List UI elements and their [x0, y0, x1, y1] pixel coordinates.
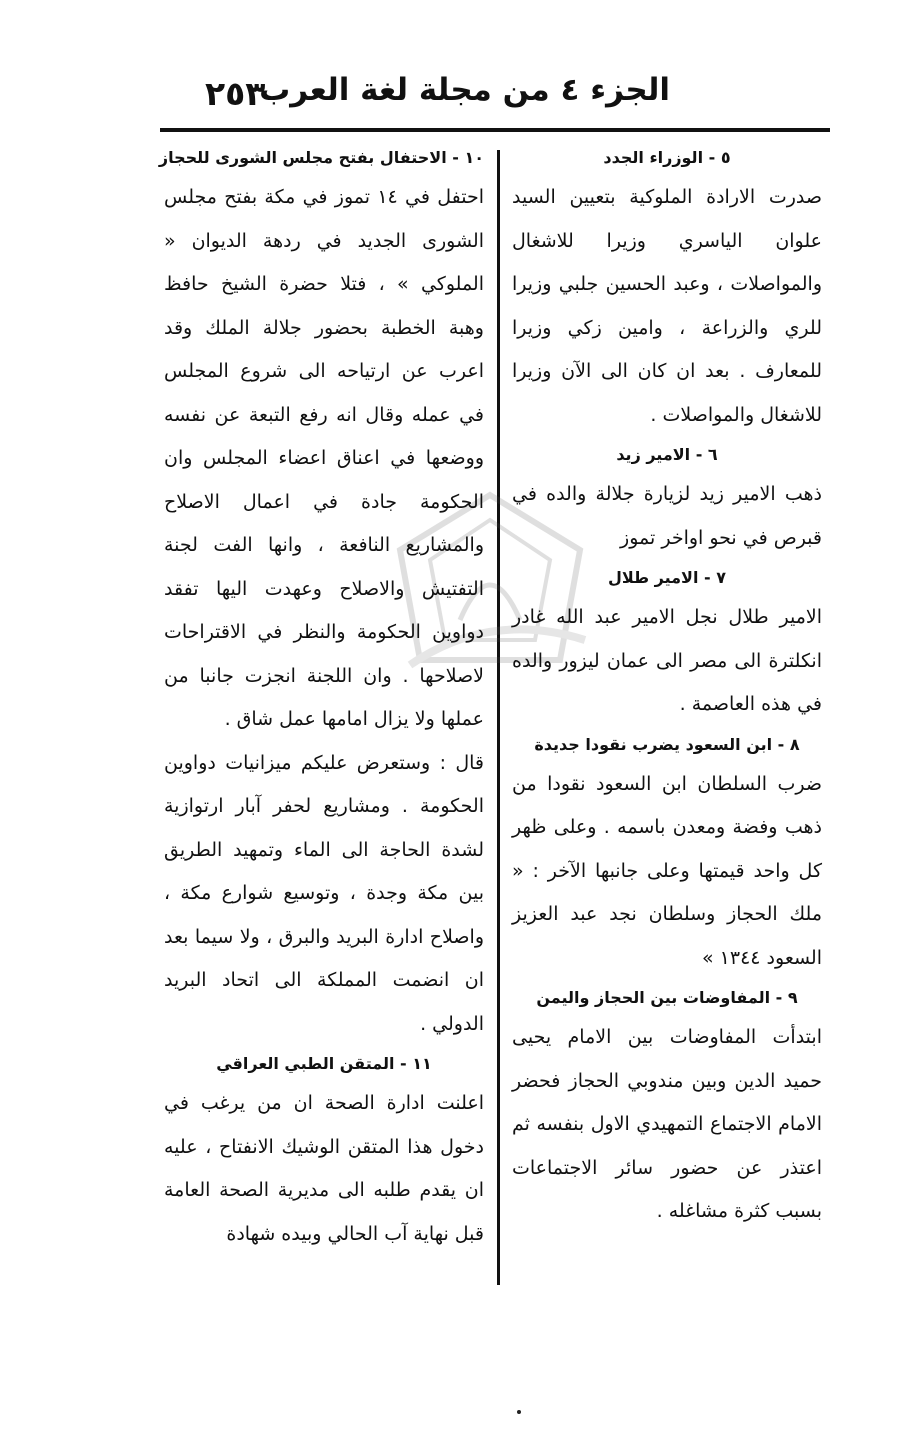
item-body: ذهب الامير زيد لزيارة جلالة والده في قبرص في نحو اواخر تموز [512, 483, 822, 549]
item-heading: ٨ - ابن السعود يضرب نقودا جديدة [534, 734, 800, 754]
news-item-shura-council [158, 140, 484, 1046]
page-number: ٢٥٣ [205, 74, 266, 113]
item-heading: ٦ - الامير زيد [616, 445, 718, 464]
stray-ink-dot [517, 1410, 521, 1414]
news-item-ibn-saud-coins [512, 727, 822, 981]
item-body: احتفل في ١٤ تموز في مكة بفتح مجلس الشورى الجديد في ردهة الديوان « الملوكي » ، فتلا حضرة الشيخ حافظ وهبة الخطبة بحضور جلالة الملك وقد اعرب عن ارتياحه الى شروع المجلس في عمله وقال انه رفع التبعة عن نفسه ووضعها في اعناق اعضاء المجلس وان الحكومة جادة في اعمال الاصلاح والمشاريع النافعة ، وانها الفت لجنة التفتيش والاصلاح وعهدت اليها تفقد دواوين الحكومة والنظر في الاقتراحات لاصلاحها . وان اللجنة انجزت جانبا من عملها ولا يزال امامها عمل شاق . [164, 186, 484, 730]
item-body: اعلنت ادارة الصحة ان من يرغب في دخول هذا المتقن الوشيك الانفتاح ، عليه ان يقدم طلبه الى مديرية الصحة العامة قبل نهاية آب الحالي وبيده شهادة [164, 1092, 484, 1245]
right-column [512, 140, 822, 1234]
news-item-prince-zeid [512, 437, 822, 560]
news-item-new-ministers [512, 140, 822, 437]
news-item-hejaz-yemen-talks [512, 980, 822, 1234]
running-title: الجزء ٤ من مجلة لغة العرب [259, 72, 670, 108]
item-body: صدرت الارادة الملوكية بتعيين السيد علوان الياسري وزيرا للاشغال والمواصلات ، وعبد الحسين جلبي وزيرا للري والزراعة ، وامين زكي وزيرا للمعارف . بعد ان كان الى الآن وزيرا للاشغال والمواصلات . [512, 186, 822, 426]
item-heading: ٧ - الامير طلال [607, 568, 726, 587]
item-body-continued: قال : وستعرض عليكم ميزانيات دواوين الحكومة . ومشاريع لحفر آبار ارتوازية لشدة الحاجة الى الماء وتمهيد الطريق بين مكة وجدة ، وتوسيع شوارع مكة ، واصلاح ادارة البريد والبرق ، ولا سيما بعد ان انضمت المملكة الى اتحاد البريد الدولي . [164, 751, 484, 1035]
item-body: ضرب السلطان ابن السعود نقودا من ذهب وفضة ومعدن باسمه . وعلى ظهر كل واحد قيمتها وعلى جانبها الآخر : « ملك الحجاز وسلطان نجد عبد العزيز السعود ١٣٤٤ » [512, 772, 822, 969]
item-heading: ٩ - المفاوضات بين الحجاز واليمن [536, 988, 798, 1007]
item-heading: ٥ - الوزراء الجدد [603, 148, 731, 167]
column-divider [497, 150, 500, 1285]
item-heading: ١٠ - الاحتفال بفتح مجلس الشورى للحجاز [158, 148, 484, 167]
item-body: الامير طلال نجل الامير عبد الله غادر انكلترة الى مصر الى عمان ليزور والده في هذه العاصمة . [512, 606, 822, 715]
left-column [158, 140, 484, 1256]
news-item-iraqi-medical-school [164, 1046, 484, 1256]
item-heading: ١١ - المتقن الطبي العراقي [216, 1054, 432, 1073]
item-body: ابتدأت المفاوضات بين الامام يحيى حميد الدين وبين مندوبي الحجاز فحضر الامام الاجتماع التمهيدي الاول بنفسه ثم اعتذر عن حضور سائر الاجتماعات بسبب كثرة مشاغله . [512, 1026, 822, 1222]
header-rule [160, 128, 830, 132]
news-item-prince-talal [512, 560, 822, 727]
